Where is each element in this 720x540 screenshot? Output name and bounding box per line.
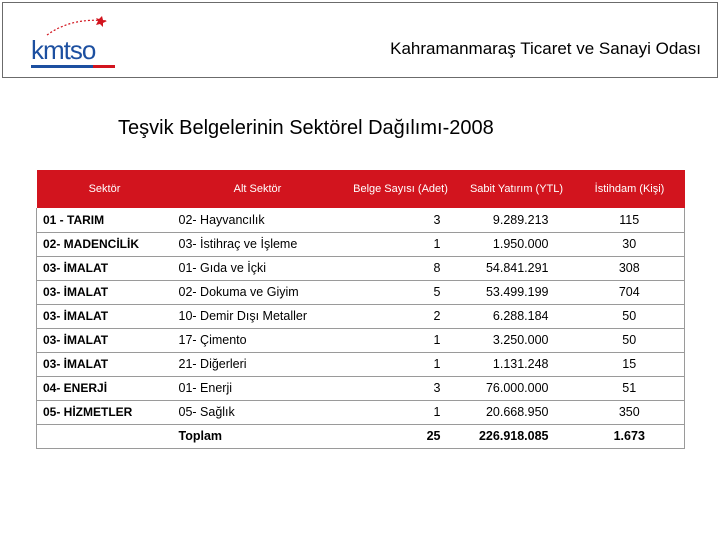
cell-belge: 3 <box>343 376 459 400</box>
cell-yatirim: 54.841.291 <box>459 256 575 280</box>
table-row <box>37 232 685 256</box>
cell-istihdam: 50 <box>575 304 685 328</box>
cell-sektor: 05- HİZMETLER <box>37 400 173 424</box>
cell-yatirim: 1.131.248 <box>459 352 575 376</box>
cell-istihdam: 115 <box>575 208 685 232</box>
col-header-alt-sektor: Alt Sektör <box>173 170 343 208</box>
cell-alt-sektor: 21- Diğerleri <box>173 352 343 376</box>
col-header-yatirim: Sabit Yatırım (YTL) <box>459 170 575 208</box>
cell-istihdam: 308 <box>575 256 685 280</box>
cell-total-empty <box>37 424 173 448</box>
col-header-istihdam: İstihdam (Kişi) <box>575 170 685 208</box>
cell-belge: 1 <box>343 400 459 424</box>
cell-yatirim: 20.668.950 <box>459 400 575 424</box>
cell-total-belge: 25 <box>343 424 459 448</box>
table-row <box>37 280 685 304</box>
cell-yatirim: 1.950.000 <box>459 232 575 256</box>
cell-istihdam: 50 <box>575 328 685 352</box>
header-banner <box>2 2 718 78</box>
cell-alt-sektor: 01- Gıda ve İçki <box>173 256 343 280</box>
cell-sektor: 03- İMALAT <box>37 304 173 328</box>
cell-alt-sektor: 02- Dokuma ve Giyim <box>173 280 343 304</box>
cell-total-yatirim: 226.918.085 <box>459 424 575 448</box>
cell-sektor: 02- MADENCİLİK <box>37 232 173 256</box>
table-row <box>37 352 685 376</box>
table-row <box>37 328 685 352</box>
cell-yatirim: 53.499.199 <box>459 280 575 304</box>
cell-sektor: 03- İMALAT <box>37 328 173 352</box>
col-header-sektor: Sektör <box>37 170 173 208</box>
cell-belge: 8 <box>343 256 459 280</box>
cell-sektor: 04- ENERJİ <box>37 376 173 400</box>
sector-table <box>36 170 684 449</box>
svg-text:kmtso: kmtso <box>31 35 96 65</box>
cell-alt-sektor: 17- Çimento <box>173 328 343 352</box>
cell-alt-sektor: 01- Enerji <box>173 376 343 400</box>
cell-yatirim: 76.000.000 <box>459 376 575 400</box>
cell-alt-sektor: 10- Demir Dışı Metaller <box>173 304 343 328</box>
table-row <box>37 376 685 400</box>
cell-sektor: 03- İMALAT <box>37 280 173 304</box>
cell-alt-sektor: 02- Hayvancılık <box>173 208 343 232</box>
page-title: Teşvik Belgelerinin Sektörel Dağılımı-2008 <box>118 117 494 139</box>
table-total-row <box>37 424 685 448</box>
cell-alt-sektor: 03- İstihraç ve İşleme <box>173 232 343 256</box>
table-row <box>37 208 685 232</box>
organization-name: Kahramanmaraş Ticaret ve Sanayi Odası <box>390 39 701 58</box>
cell-belge: 1 <box>343 328 459 352</box>
table-header-row <box>37 170 685 208</box>
cell-sektor: 01 - TARIM <box>37 208 173 232</box>
cell-istihdam: 704 <box>575 280 685 304</box>
cell-yatirim: 6.288.184 <box>459 304 575 328</box>
table-row <box>37 400 685 424</box>
cell-belge: 5 <box>343 280 459 304</box>
cell-yatirim: 9.289.213 <box>459 208 575 232</box>
kmtso-logo <box>27 15 127 75</box>
cell-istihdam: 30 <box>575 232 685 256</box>
cell-sektor: 03- İMALAT <box>37 352 173 376</box>
table-row <box>37 304 685 328</box>
cell-belge: 1 <box>343 232 459 256</box>
cell-total-istihdam: 1.673 <box>575 424 685 448</box>
cell-belge: 1 <box>343 352 459 376</box>
cell-yatirim: 3.250.000 <box>459 328 575 352</box>
cell-belge: 2 <box>343 304 459 328</box>
cell-sektor: 03- İMALAT <box>37 256 173 280</box>
col-header-belge: Belge Sayısı (Adet) <box>343 170 459 208</box>
cell-alt-sektor: 05- Sağlık <box>173 400 343 424</box>
cell-istihdam: 15 <box>575 352 685 376</box>
cell-total-label: Toplam <box>173 424 343 448</box>
cell-istihdam: 350 <box>575 400 685 424</box>
cell-istihdam: 51 <box>575 376 685 400</box>
table-row <box>37 256 685 280</box>
cell-belge: 3 <box>343 208 459 232</box>
